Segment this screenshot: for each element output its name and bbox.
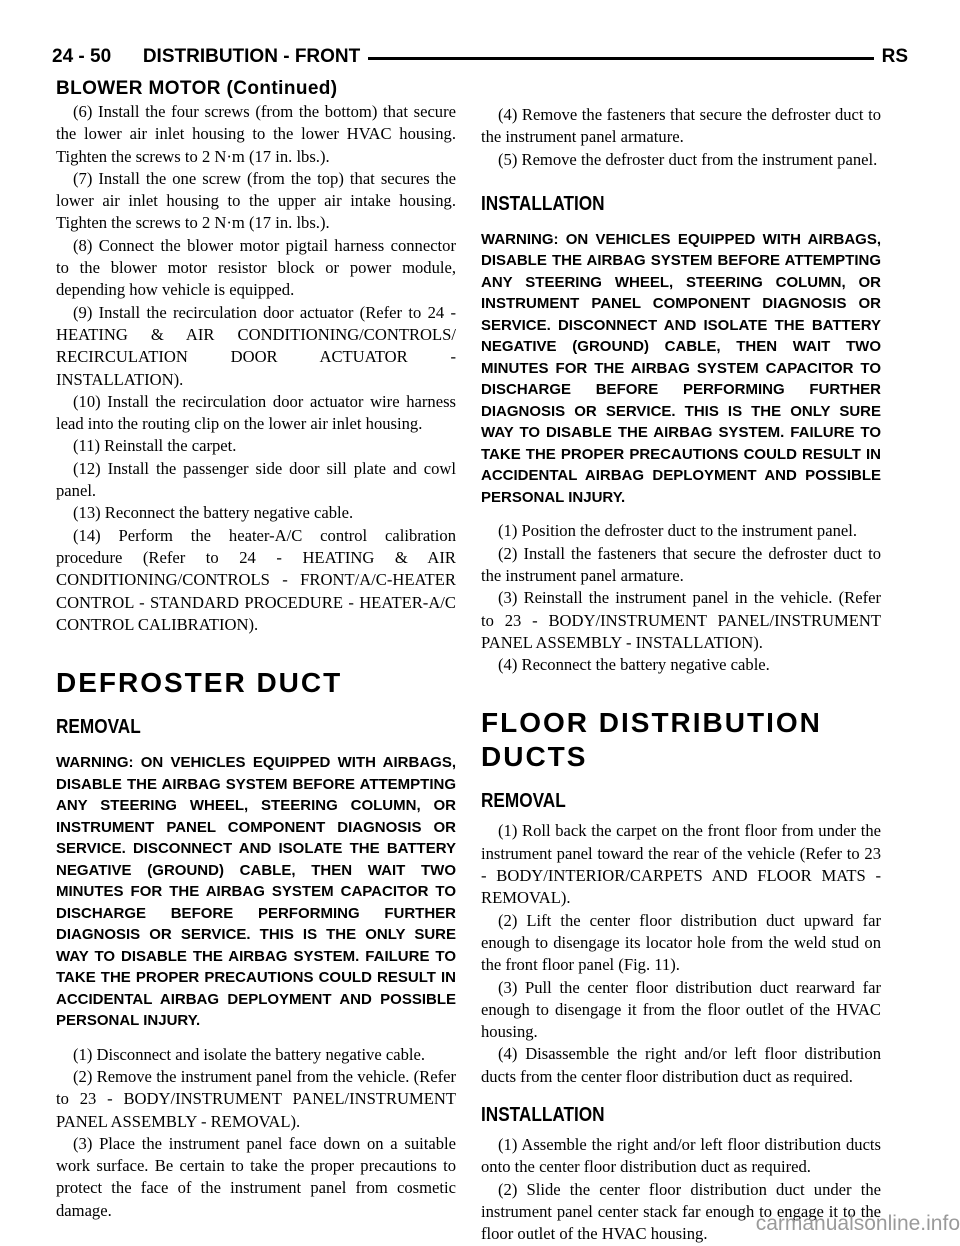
subheading-removal: REMOVAL bbox=[481, 790, 566, 813]
step-paragraph: (14) Perform the heater-A/C control calibration procedure (Refer to 24 - HEATING & AIR CONDITIONING/CONTROLS - FRONT/A/C-HEATER CONTROL - STANDARD PROCEDURE - HEATER-A/C CONTROL CALIBRATION). bbox=[56, 525, 456, 634]
section-heading-defroster-duct: DEFROSTER DUCT bbox=[56, 667, 343, 699]
right-column bbox=[481, 104, 881, 1246]
header-page-section: 24 - 50 DISTRIBUTION - FRONT bbox=[52, 46, 368, 68]
step-paragraph: (1) Assemble the right and/or left floor distribution ducts onto the center floor distribution duct as required. bbox=[481, 1135, 881, 1177]
step-paragraph: (8) Connect the blower motor pigtail harness connector to the blower motor resistor block or power module, depending how vehicle is equipped. bbox=[56, 235, 456, 300]
step-paragraph: (1) Disconnect and isolate the battery negative cable. bbox=[73, 1044, 426, 1064]
step-paragraph: (2) Lift the center floor distribution duct upward far enough to disengage its locator hole from the weld stud on the front floor panel (Fig. 11). bbox=[481, 910, 881, 975]
section-heading-floor-ducts: FLOOR DISTRIBUTION DUCTS bbox=[481, 707, 822, 773]
step-paragraph: (10) Install the recirculation door actuator wire harness lead into the routing clip on the lower air inlet housing. bbox=[56, 391, 456, 434]
step-paragraph: (7) Install the one screw (from the top) that secures the lower air inlet housing to the upper air intake housing. Tighten the screws to 2 N·m (17 in. lbs.). bbox=[56, 168, 456, 233]
step-paragraph: (13) Reconnect the battery negative cable. bbox=[73, 503, 354, 523]
continued-heading: BLOWER MOTOR (Continued) bbox=[56, 78, 338, 99]
step-paragraph: (4) Disassemble the right and/or left floor distribution ducts from the center floor distribution duct as required. bbox=[481, 1044, 881, 1086]
site-watermark: carmanualsonline.info bbox=[755, 1212, 960, 1235]
step-paragraph: (4) Reconnect the battery negative cable. bbox=[498, 655, 770, 675]
step-paragraph: (2) Remove the instrument panel from the vehicle. (Refer to 23 - BODY/INSTRUMENT PANEL/INSTRUMENT PANEL ASSEMBLY - REMOVAL). bbox=[56, 1066, 456, 1131]
subheading-removal: REMOVAL bbox=[56, 716, 141, 739]
step-paragraph: (1) Roll back the carpet on the front floor from under the instrument panel toward the rear of the vehicle (Refer to 23 - BODY/INTERIOR/CARPETS AND FLOOR MATS - REMOVAL). bbox=[481, 821, 881, 908]
header-model-code: RS bbox=[874, 46, 908, 68]
subheading-installation: INSTALLATION bbox=[481, 1104, 605, 1127]
step-paragraph: (4) Remove the fasteners that secure the defroster duct to the instrument panel armature. bbox=[481, 105, 881, 147]
step-paragraph: (9) Install the recirculation door actuator (Refer to 24 - HEATING & AIR CONDITIONING/CONTROLS/ RECIRCULATION DOOR ACTUATOR - INSTALLATION). bbox=[56, 302, 456, 389]
step-paragraph: (3) Place the instrument panel face down on a suitable work surface. Be certain to take the proper precautions to protect the face of the instrument panel from cosmetic damage. bbox=[56, 1133, 456, 1220]
step-paragraph: (3) Reinstall the instrument panel in the vehicle. (Refer to 23 - BODY/INSTRUMENT PANEL/INSTRUMENT PANEL ASSEMBLY - INSTALLATION). bbox=[481, 588, 881, 652]
step-paragraph: (2) Install the fasteners that secure the defroster duct to the instrument panel armature. bbox=[481, 543, 881, 585]
page-header bbox=[52, 44, 908, 70]
step-paragraph: (5) Remove the defroster duct from the instrument panel. bbox=[498, 149, 878, 169]
left-column bbox=[56, 101, 456, 1222]
subheading-installation: INSTALLATION bbox=[481, 192, 605, 215]
airbag-warning: WARNING: ON VEHICLES EQUIPPED WITH AIRBAGS, DISABLE THE AIRBAG SYSTEM BEFORE ATTEMPTING ANY STEERING WHEEL, STEERING COLUMN, OR INSTRUMENT PANEL COMPONENT DIAGNOSIS OR SERVICE. DISCONNECT AND ISOLATE THE BATTERY NEGATIVE (GROUND) CABLE, THEN WAIT TWO MINUTES FOR THE AIRBAG SYSTEM CAPACITOR TO DISCHARGE BEFORE PERFORMING FURTHER DIAGNOSIS OR SERVICE. THIS IS THE ONLY SURE WAY TO DISABLE THE AIRBAG SYSTEM. FAILURE TO TAKE THE PROPER PRECAUTIONS COULD RESULT IN ACCIDENTAL AIRBAG DEPLOYMENT AND POSSIBLE PERSONAL INJURY. bbox=[56, 754, 456, 1030]
step-paragraph: (3) Pull the center floor distribution duct rearward far enough to disengage it from the floor outlet of the HVAC housing. bbox=[481, 977, 881, 1042]
step-paragraph: (12) Install the passenger side door sill plate and cowl panel. bbox=[56, 458, 456, 501]
step-paragraph: (2) Slide the center floor distribution duct under the instrument panel center stack far enough to engage it to the floor outlet of the HVAC housing. bbox=[481, 1179, 881, 1244]
step-paragraph: (1) Position the defroster duct to the instrument panel. bbox=[498, 521, 857, 541]
airbag-warning: WARNING: ON VEHICLES EQUIPPED WITH AIRBAGS, DISABLE THE AIRBAG SYSTEM BEFORE ATTEMPTING ANY STEERING WHEEL, STEERING COLUMN, OR INSTRUMENT PANEL COMPONENT DIAGNOSIS OR SERVICE. DISCONNECT AND ISOLATE THE BATTERY NEGATIVE (GROUND) CABLE, THEN WAIT TWO MINUTES FOR THE AIRBAG SYSTEM CAPACITOR TO DISCHARGE BEFORE PERFORMING FURTHER DIAGNOSIS OR SERVICE. THIS IS THE ONLY SURE WAY TO DISABLE THE AIRBAG SYSTEM. FAILURE TO TAKE THE PROPER PRECAUTIONS COULD RESULT IN ACCIDENTAL AIRBAG DEPLOYMENT AND POSSIBLE PERSONAL INJURY. bbox=[481, 230, 881, 506]
step-paragraph: (6) Install the four screws (from the bottom) that secure the lower air inlet housing to the lower HVAC housing. Tighten the screws to 2 N·m (17 in. lbs.). bbox=[56, 102, 456, 166]
step-paragraph: (11) Reinstall the carpet. bbox=[73, 436, 237, 456]
